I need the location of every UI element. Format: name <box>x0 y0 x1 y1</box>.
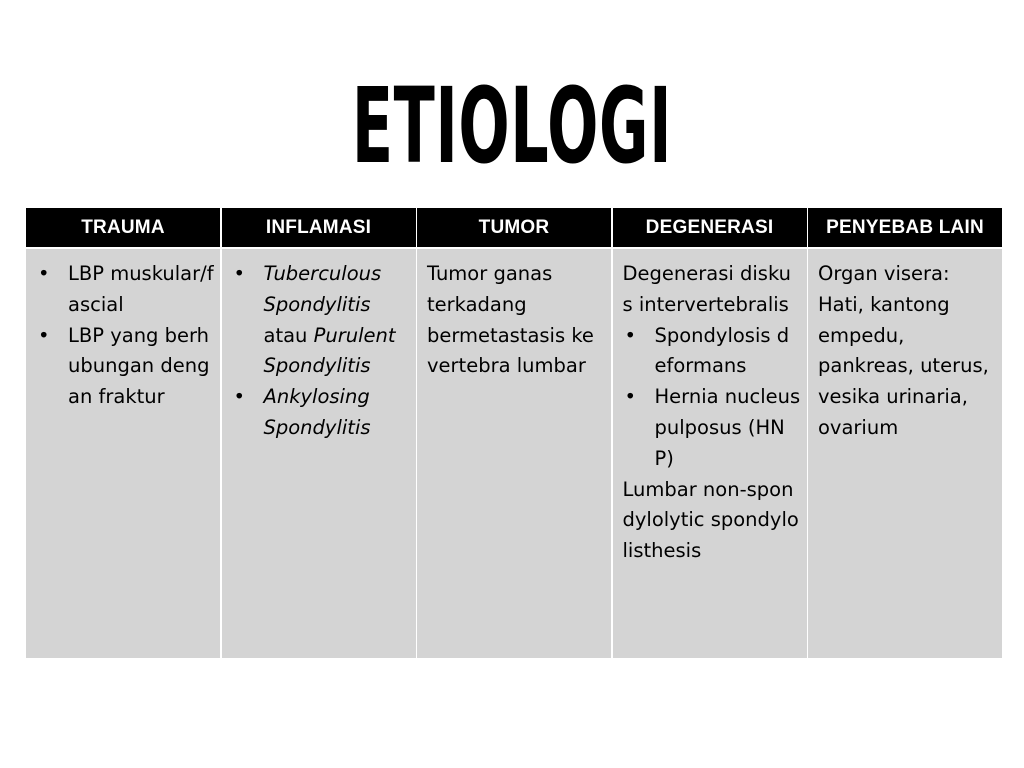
cell-trauma <box>26 249 220 658</box>
slide-title: ETIOLOGI <box>351 65 673 187</box>
list-item: • Spondylosis deformans <box>623 321 801 383</box>
list-item: • LBP muskular/fascial <box>36 259 214 321</box>
header-penyebab-lain: PENYEBAB LAIN <box>808 208 1002 247</box>
header-trauma: TRAUMA <box>26 208 220 247</box>
cell-inflamasi <box>222 249 416 658</box>
header-degenerasi: DEGENERASI <box>613 208 807 247</box>
header-tumor: TUMOR <box>417 208 611 247</box>
disease-name: Tuberculous Spondylitis <box>263 262 382 316</box>
trauma-list <box>36 259 214 413</box>
tumor-text: Tumor ganas terkadang bermetastasis ke vertebra lumbar <box>427 262 594 378</box>
degenerasi-outro: Lumbar non-spondylolytic spondylolisthesis <box>622 477 799 563</box>
degenerasi-intro: Degenerasi diskus intervertebralis <box>622 262 791 316</box>
header-inflamasi: INFLAMASI <box>222 208 416 247</box>
cell-tumor <box>417 249 611 658</box>
list-item: • LBP yang berhubungan dengan fraktur <box>36 321 214 413</box>
conjunction: atau <box>263 323 308 347</box>
list-item <box>232 259 410 382</box>
disease-name: Purulent Spondylitis <box>263 323 396 378</box>
degenerasi-list <box>623 321 801 475</box>
list-item: • Hernia nucleus pulposus (HNP) <box>623 382 801 474</box>
etiology-table <box>26 208 998 658</box>
list-item <box>232 382 410 444</box>
inflamasi-list <box>232 259 410 444</box>
cell-penyebab-lain <box>808 249 1002 658</box>
cell-degenerasi <box>613 249 807 658</box>
disease-name: Ankylosing Spondylitis <box>263 385 371 439</box>
penyebab-lain-text: Organ visera: Hati, kantong empedu, pankreas, uterus, vesika urinaria, ovarium <box>818 262 989 439</box>
